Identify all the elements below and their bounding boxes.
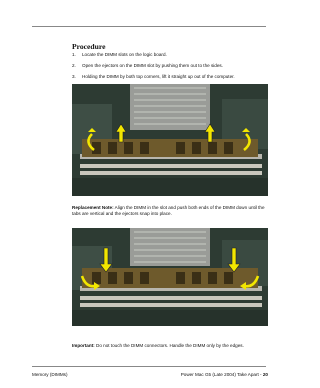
- step-number: 1.: [72, 52, 76, 57]
- top-divider: [32, 26, 266, 27]
- procedure-steps: [72, 52, 272, 85]
- step-text: Holding the DIMM by both top corners, lift it straight up out of the computer.: [82, 74, 235, 79]
- step-number: 3.: [72, 74, 76, 79]
- dimm-removal-photo: [72, 84, 268, 196]
- step-item: [72, 52, 272, 63]
- bottom-divider: [32, 366, 266, 367]
- footer-section-name: Memory (DIMMs): [32, 372, 68, 377]
- procedure-heading: Procedure: [72, 42, 106, 51]
- dimm-installation-photo: [72, 228, 268, 326]
- replacement-note-text: Align the DIMM in the slot and push both ends of the DIMM down until the tabs are vertical and the ejectors snap into place.: [72, 205, 265, 217]
- important-note-text: Do not touch the DIMM connectors. Handle the DIMM only by the edges.: [96, 343, 244, 348]
- footer-document-title: [181, 372, 268, 377]
- step-text: Open the ejectors on the DIMM slot by pushing them out to the sides.: [82, 63, 223, 68]
- important-note-label: Important:: [72, 343, 95, 348]
- replacement-note: [72, 205, 268, 218]
- step-text: Locate the DIMM slots on the logic board.: [82, 52, 167, 57]
- page-number: 20: [262, 372, 268, 377]
- step-number: 2.: [72, 63, 76, 68]
- replacement-note-label: Replacement Note:: [72, 205, 114, 210]
- footer-title-text: Power Mac G5 (Late 2004) Take Apart -: [180, 372, 263, 377]
- important-note: [72, 343, 268, 349]
- step-item: [72, 63, 272, 74]
